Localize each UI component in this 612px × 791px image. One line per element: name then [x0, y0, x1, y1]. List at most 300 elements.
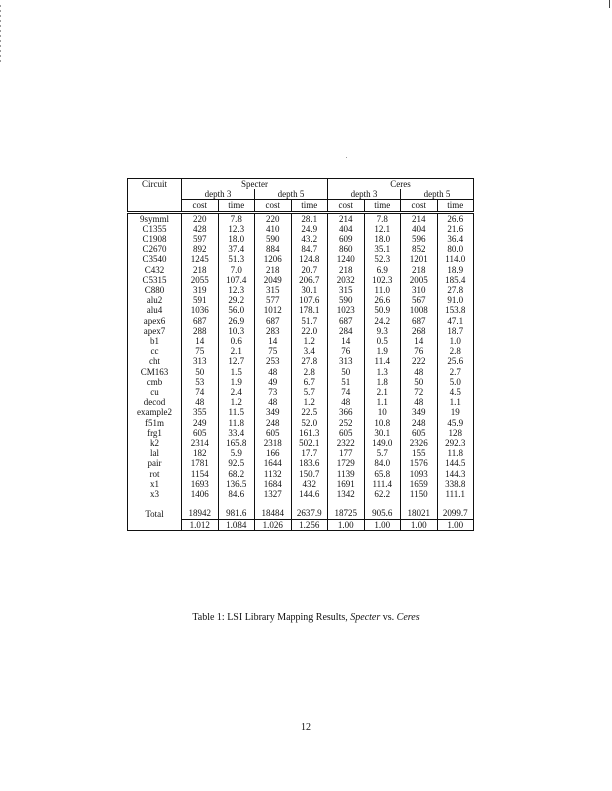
table-body: [128, 212, 474, 530]
table-cell: 12.3: [218, 285, 255, 295]
table-cell: 222: [401, 356, 438, 366]
table-cell: 5.9: [218, 448, 255, 458]
table-cell: 1.2: [218, 397, 255, 407]
table-cell: 14: [401, 336, 438, 346]
table-cell: 2.1: [364, 387, 401, 397]
margin-mark: [0, 5, 1, 65]
table-cell: 218: [255, 265, 292, 275]
table-cell: 1.5: [218, 367, 255, 377]
circuit-name: cmb: [128, 377, 182, 387]
table-cell: 102.3: [364, 275, 401, 285]
table-cell: 2055: [190, 274, 209, 285]
table-cell: 687: [193, 315, 207, 326]
table-row: [128, 438, 474, 448]
ratio-row: [128, 519, 474, 530]
table-cell: 1781: [190, 458, 209, 469]
circuit-name: C3540: [128, 254, 182, 264]
table-cell: 153.8: [437, 305, 474, 315]
header-ceres-depth3: depth 3: [350, 189, 378, 200]
table-row: [128, 224, 474, 234]
table-cell: 50: [341, 366, 351, 377]
table-cell: 14: [341, 336, 351, 347]
table-cell: 21.6: [437, 224, 474, 234]
table-cell: 2005: [401, 275, 438, 285]
table-cell: 50: [401, 377, 438, 387]
table-cell: 315: [339, 285, 353, 296]
results-table: [127, 178, 474, 531]
table-cell: 249: [193, 417, 207, 428]
table-row: [128, 316, 474, 326]
header-blank: [128, 189, 182, 200]
table-cell: 72: [401, 387, 438, 397]
table-cell: 128: [437, 428, 474, 438]
table-cell: 166: [255, 448, 292, 458]
table-cell: 51.3: [218, 254, 255, 264]
table-cell: 590: [255, 234, 292, 244]
table-cell: 52.0: [291, 418, 328, 428]
table-cell: 218: [193, 264, 207, 275]
circuit-name: cht: [128, 356, 182, 366]
table-cell: 84.0: [364, 458, 401, 468]
spacer-cell: [128, 499, 182, 508]
table-cell: 144.6: [291, 489, 328, 499]
table-cell: 30.1: [291, 285, 328, 295]
circuit-name: frg1: [128, 428, 182, 438]
table-cell: 12.3: [218, 224, 255, 234]
table-cell: 51.7: [291, 316, 328, 326]
table-cell: 1023: [336, 305, 355, 316]
table-cell: 220: [193, 213, 207, 224]
table-cell: 1.0: [437, 336, 474, 346]
header-cost: cost: [182, 200, 219, 212]
table-cell: 17.7: [291, 448, 328, 458]
table-cell: 48: [401, 367, 438, 377]
circuit-name: pair: [128, 458, 182, 468]
table-cell: 1132: [255, 469, 292, 479]
table-row: [128, 234, 474, 244]
table-cell: 80.0: [437, 244, 474, 254]
circuit-name: x3: [128, 489, 182, 499]
table-cell: 253: [255, 356, 292, 366]
table-cell: 892: [193, 244, 207, 255]
spacer-cell: [364, 499, 401, 508]
table-cell: 35.1: [364, 244, 401, 254]
table-cell: 74: [195, 387, 205, 398]
table-cell: 1036: [190, 305, 209, 316]
table-row: [128, 295, 474, 305]
table-row: [128, 448, 474, 458]
ratio-cell: 1.256: [291, 519, 328, 530]
table-cell: 48: [341, 397, 351, 408]
table-cell: 50.9: [364, 305, 401, 315]
table-cell: 150.7: [291, 469, 328, 479]
table-cell: 284: [339, 325, 353, 336]
header-cost: cost: [401, 200, 438, 212]
table-cell: 1154: [190, 468, 209, 479]
spacer-cell: [328, 499, 365, 508]
total-cell: 18942: [188, 508, 211, 519]
circuit-name: alu4: [128, 305, 182, 315]
table-cell: 214: [401, 212, 438, 224]
table-cell: 1.3: [364, 367, 401, 377]
header-specter-depth5: depth 5: [255, 189, 328, 200]
table-row: [128, 265, 474, 275]
ratio-cell: 1.00: [364, 519, 401, 530]
table-cell: 1691: [336, 478, 355, 489]
table-cell: 76: [401, 346, 438, 356]
table-cell: 605: [401, 428, 438, 438]
table-cell: 248: [255, 418, 292, 428]
table-cell: 161.3: [291, 428, 328, 438]
header-ceres-depth5: depth 5: [401, 189, 474, 200]
table-cell: 591: [193, 295, 207, 306]
header-time: time: [364, 200, 401, 212]
circuit-name: apex6: [128, 316, 182, 326]
table-cell: 432: [291, 479, 328, 489]
caption-ceres: Ceres: [396, 612, 420, 623]
table-cell: 605: [255, 428, 292, 438]
table-cell: 687: [401, 316, 438, 326]
table-cell: 45.9: [437, 418, 474, 428]
table-cell: 366: [339, 407, 353, 418]
table-cell: 605: [193, 427, 207, 438]
table-cell: 1008: [401, 305, 438, 315]
scan-dot: [346, 157, 347, 158]
table-cell: 73: [255, 387, 292, 397]
table-cell: 1659: [401, 479, 438, 489]
table-cell: 62.2: [364, 489, 401, 499]
table-cell: 84.6: [218, 489, 255, 499]
table-cell: 1.9: [218, 377, 255, 387]
circuit-name: C2670: [128, 244, 182, 254]
circuit-name: example2: [128, 407, 182, 417]
caption-prefix: Table 1: LSI Library Mapping Results,: [192, 612, 351, 623]
table-cell: 292.3: [437, 438, 474, 448]
table-cell: 218: [401, 265, 438, 275]
table-cell: 107.6: [291, 295, 328, 305]
page-number: 12: [301, 722, 311, 733]
table-cell: 313: [339, 356, 353, 367]
table-cell: 2032: [336, 274, 355, 285]
table-cell: 687: [255, 316, 292, 326]
table-row: [128, 244, 474, 254]
table-cell: 144.5: [437, 458, 474, 468]
table-row: [128, 377, 474, 387]
table-cell: 206.7: [291, 275, 328, 285]
total-cell: 18021: [401, 508, 438, 519]
table-cell: 609: [339, 234, 353, 245]
table-cell: 6.7: [291, 377, 328, 387]
circuit-name: C880: [128, 285, 182, 295]
table-cell: 1693: [190, 478, 209, 489]
table-cell: 26.6: [364, 295, 401, 305]
circuit-name: C1908: [128, 234, 182, 244]
caption-specter: Specter: [350, 612, 381, 623]
spacer-cell: [182, 499, 219, 508]
table-cell: 2314: [190, 438, 209, 449]
table-cell: 1327: [255, 489, 292, 499]
table-row: [128, 275, 474, 285]
table-cell: 155: [401, 448, 438, 458]
table-cell: 92.5: [218, 458, 255, 468]
table-cell: 26.6: [437, 212, 474, 224]
table-cell: 313: [193, 356, 207, 367]
table-cell: 114.0: [437, 254, 474, 264]
table-cell: 268: [401, 326, 438, 336]
header-blank-2: [128, 200, 182, 212]
spacer-cell: [401, 499, 438, 508]
circuit-name: b1: [128, 336, 182, 346]
table-cell: 9.3: [364, 326, 401, 336]
header-time: time: [291, 200, 328, 212]
table-cell: 10.3: [218, 326, 255, 336]
table-cell: 75: [195, 346, 205, 357]
table-cell: 7.0: [218, 265, 255, 275]
total-cell: 18725: [334, 508, 357, 519]
table-cell: 27.8: [437, 285, 474, 295]
table-cell: 48: [255, 367, 292, 377]
table-cell: 2318: [255, 438, 292, 448]
table-cell: 18.9: [437, 265, 474, 275]
table-cell: 18.0: [364, 234, 401, 244]
table-cell: 49: [255, 377, 292, 387]
ratio-cell: 1.00: [401, 519, 438, 530]
table-row: [128, 479, 474, 489]
table-cell: 7.8: [364, 212, 401, 224]
results-table-wrapper: [127, 178, 473, 531]
table-cell: 6.9: [364, 265, 401, 275]
ratio-label-blank: [128, 519, 182, 530]
table-cell: 111.1: [437, 489, 474, 499]
circuit-name: C432: [128, 265, 182, 275]
table-cell: 10: [364, 407, 401, 417]
circuit-name: rot: [128, 469, 182, 479]
table-cell: 111.4: [364, 479, 401, 489]
table-cell: 1.8: [364, 377, 401, 387]
table-row: [128, 397, 474, 407]
table-row: [128, 367, 474, 377]
table-cell: 12.1: [364, 224, 401, 234]
table-cell: 428: [193, 223, 207, 234]
table-cell: 24.2: [364, 316, 401, 326]
circuit-name: 9symml: [128, 212, 182, 224]
table-cell: 107.4: [218, 275, 255, 285]
ratio-cell: 1.00: [437, 519, 474, 530]
total-cell: 2637.9: [291, 508, 328, 519]
total-label: Total: [128, 508, 182, 519]
table-cell: 11.0: [364, 285, 401, 295]
circuit-name: x1: [128, 479, 182, 489]
table-cell: 1150: [401, 489, 438, 499]
table-cell: 12.7: [218, 356, 255, 366]
table-cell: 2326: [401, 438, 438, 448]
table-row: [128, 356, 474, 366]
header-cost: cost: [255, 200, 292, 212]
table-cell: 310: [401, 285, 438, 295]
table-cell: 91.0: [437, 295, 474, 305]
table-cell: 687: [339, 315, 353, 326]
table-cell: 1644: [255, 458, 292, 468]
table-cell: 1.9: [364, 346, 401, 356]
table-cell: 37.4: [218, 244, 255, 254]
table-cell: 1342: [336, 489, 355, 500]
table-cell: 220: [255, 212, 292, 224]
table-cell: 28.1: [291, 212, 328, 224]
table-cell: 1240: [336, 254, 355, 265]
table-cell: 24.9: [291, 224, 328, 234]
total-cell: 905.6: [364, 508, 401, 519]
header-row-2: [128, 189, 474, 200]
table-cell: 597: [193, 234, 207, 245]
table-cell: 2049: [255, 275, 292, 285]
table-cell: 20.7: [291, 265, 328, 275]
table-row: [128, 285, 474, 295]
header-time: time: [218, 200, 255, 212]
table-row: [128, 212, 474, 224]
table-cell: 47.1: [437, 316, 474, 326]
circuit-name: CM163: [128, 367, 182, 377]
table-cell: 252: [339, 417, 353, 428]
circuit-name: cu: [128, 387, 182, 397]
table-cell: 56.0: [218, 305, 255, 315]
table-cell: 355: [193, 407, 207, 418]
table-cell: 2.4: [218, 387, 255, 397]
table-cell: 53: [195, 376, 205, 387]
table-cell: 590: [339, 295, 353, 306]
total-cell: 18484: [255, 508, 292, 519]
table-row: [128, 428, 474, 438]
table-cell: 0.5: [364, 336, 401, 346]
table-cell: 1.1: [364, 397, 401, 407]
header-row-3: [128, 200, 474, 212]
circuit-name: decod: [128, 397, 182, 407]
table-row: [128, 489, 474, 499]
circuit-name: k2: [128, 438, 182, 448]
table-cell: 30.1: [364, 428, 401, 438]
table-cell: 1206: [255, 254, 292, 264]
table-cell: 50: [195, 366, 205, 377]
table-cell: 18.0: [218, 234, 255, 244]
table-cell: 1729: [336, 458, 355, 469]
table-cell: 136.5: [218, 479, 255, 489]
table-cell: 48: [401, 397, 438, 407]
table-cell: 29.2: [218, 295, 255, 305]
circuit-name: C1355: [128, 224, 182, 234]
table-cell: 2.8: [291, 367, 328, 377]
table-cell: 1201: [401, 254, 438, 264]
table-cell: 7.8: [218, 212, 255, 224]
table-cell: 5.7: [291, 387, 328, 397]
table-cell: 349: [401, 407, 438, 417]
header-cost: cost: [328, 200, 365, 212]
table-row: [128, 418, 474, 428]
table-cell: 5.7: [364, 448, 401, 458]
table-cell: 149.0: [364, 438, 401, 448]
table-cell: 124.8: [291, 254, 328, 264]
table-cell: 2.7: [437, 367, 474, 377]
table-cell: 26.9: [218, 316, 255, 326]
ratio-cell: 1.00: [328, 519, 365, 530]
table-row: [128, 254, 474, 264]
table-cell: 1.1: [437, 397, 474, 407]
circuit-name: apex7: [128, 326, 182, 336]
table-cell: 74: [341, 387, 351, 398]
table-cell: 2.8: [437, 346, 474, 356]
table-row: [128, 336, 474, 346]
table-cell: 404: [401, 224, 438, 234]
table-cell: 48: [195, 397, 205, 408]
spacer-row: [128, 499, 474, 508]
spacer-cell: [291, 499, 328, 508]
table-cell: 410: [255, 224, 292, 234]
table-cell: 577: [255, 295, 292, 305]
table-cell: 144.3: [437, 469, 474, 479]
table-cell: 1684: [255, 479, 292, 489]
table-cell: 25.6: [437, 356, 474, 366]
spacer-cell: [218, 499, 255, 508]
header-row-1: [128, 179, 474, 190]
table-cell: 349: [255, 407, 292, 417]
table-cell: 288: [193, 325, 207, 336]
table-cell: 248: [401, 418, 438, 428]
circuit-name: alu2: [128, 295, 182, 305]
table-cell: 84.7: [291, 244, 328, 254]
table-cell: 22.0: [291, 326, 328, 336]
header-specter: Specter: [182, 179, 328, 190]
table-cell: 1245: [190, 254, 209, 265]
table-cell: 18.7: [437, 326, 474, 336]
table-cell: 165.8: [218, 438, 255, 448]
table-cell: 884: [255, 244, 292, 254]
table-cell: 14: [195, 336, 205, 347]
table-cell: 283: [255, 326, 292, 336]
table-cell: 11.8: [218, 418, 255, 428]
table-cell: 11.5: [218, 407, 255, 417]
table-cell: 36.4: [437, 234, 474, 244]
table-cell: 1.2: [291, 336, 328, 346]
table-cell: 182: [193, 448, 207, 459]
table-cell: 1012: [255, 305, 292, 315]
table-cell: 852: [401, 244, 438, 254]
table-cell: 27.8: [291, 356, 328, 366]
table-cell: 2322: [336, 438, 355, 449]
table-row: [128, 407, 474, 417]
table-cell: 76: [341, 346, 351, 357]
table-cell: 860: [339, 244, 353, 255]
table-caption: [0, 612, 612, 623]
total-cell: 2099.7: [437, 508, 474, 519]
circuit-name: cc: [128, 346, 182, 356]
table-cell: 338.8: [437, 479, 474, 489]
total-row: [128, 508, 474, 519]
header-time: time: [437, 200, 474, 212]
table-cell: 3.4: [291, 346, 328, 356]
table-cell: 404: [339, 223, 353, 234]
table-cell: 218: [339, 264, 353, 275]
table-cell: 183.6: [291, 458, 328, 468]
table-cell: 4.5: [437, 387, 474, 397]
table-cell: 315: [255, 285, 292, 295]
ratio-cell: 1.012: [182, 519, 219, 530]
table-row: [128, 326, 474, 336]
table-cell: 52.3: [364, 254, 401, 264]
table-cell: 1406: [190, 489, 209, 500]
header-circuit: Circuit: [128, 179, 182, 190]
table-cell: 1139: [336, 468, 355, 479]
table-cell: 5.0: [437, 377, 474, 387]
table-cell: 1576: [401, 458, 438, 468]
circuit-name: f51m: [128, 418, 182, 428]
